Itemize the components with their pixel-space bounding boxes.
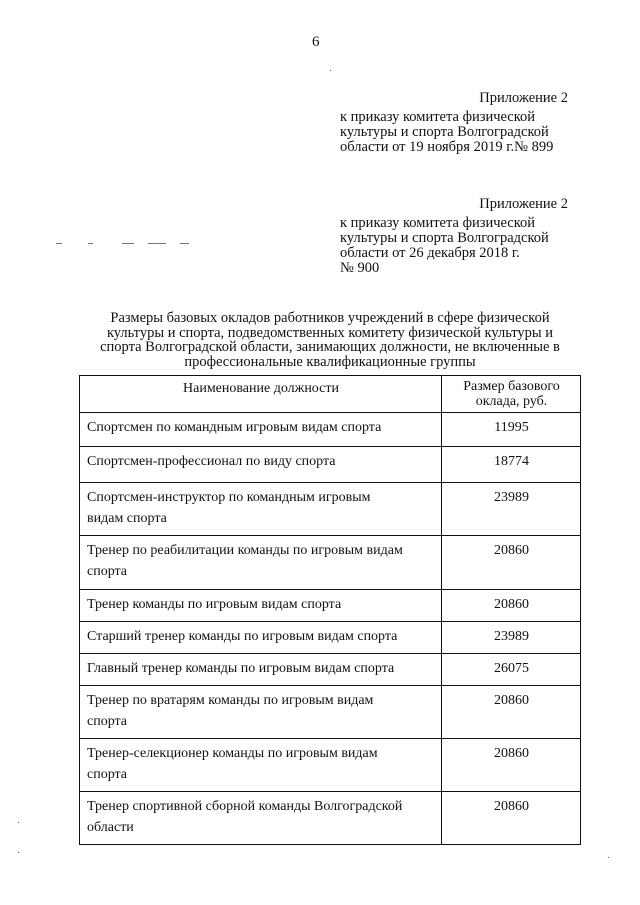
appendix-line: № 900	[340, 260, 380, 276]
appendix-line: области от 26 декабря 2018 г.	[340, 245, 520, 261]
position-name-line: Тренер команды по игровым видам спорта	[87, 597, 342, 612]
table-row	[80, 590, 581, 622]
salary-value-cell: 20860	[442, 686, 581, 739]
appendix-note-2019	[340, 91, 580, 155]
salary-value-cell: 23989	[442, 483, 581, 536]
document-heading	[80, 311, 580, 369]
header-line: Размер базового	[463, 379, 560, 394]
position-name-cell	[80, 739, 442, 792]
column-header-salary	[442, 376, 581, 413]
position-name-cell	[80, 536, 442, 590]
position-name-line: Спортсмен по командным игровым видам спорта	[87, 420, 382, 435]
table-row	[80, 447, 581, 483]
scan-artifact	[122, 243, 134, 244]
position-name-line: видам спорта	[87, 511, 167, 526]
scan-speck	[18, 852, 19, 853]
position-name-line: Тренер по вратарям команды по игровым видам	[87, 693, 374, 708]
position-name-line: Тренер по реабилитации команды по игровым видам	[87, 543, 403, 558]
position-name-line: спорта	[87, 767, 128, 782]
scan-speck	[18, 822, 19, 823]
appendix-title: Приложение 2	[479, 196, 568, 212]
position-name-cell	[80, 622, 442, 654]
appendix-line: к приказу комитета физической	[340, 215, 536, 231]
heading-line: спорта Волгоградской области, занимающих должности, не включенные в	[100, 339, 560, 355]
scan-artifact	[56, 243, 62, 244]
position-name-line: Главный тренер команды по игровым видам спорта	[87, 661, 395, 676]
heading-line: культуры и спорта, подведомственных комитету физической культуры и	[106, 324, 554, 341]
scan-speck	[330, 70, 331, 71]
table-row	[80, 413, 581, 447]
position-name-line: Спортсмен-инструктор по командным игровым	[87, 490, 371, 505]
position-name-cell	[80, 654, 442, 686]
position-name-line: Тренер спортивной сборной команды Волгоградской	[87, 799, 403, 814]
salary-value-cell: 20860	[442, 792, 581, 845]
table-row	[80, 654, 581, 686]
salary-value-cell: 26075	[442, 654, 581, 686]
position-name-line: Спортсмен-профессионал по виду спорта	[87, 454, 336, 469]
table-row	[80, 622, 581, 654]
appendix-line: культуры и спорта Волгоградской	[340, 230, 549, 246]
column-header-position: Наименование должности	[80, 376, 442, 413]
appendix-note-2018	[340, 197, 580, 276]
position-name-line: спорта	[87, 564, 128, 579]
appendix-line: культуры и спорта Волгоградской	[340, 124, 549, 140]
scan-artifact	[148, 243, 166, 244]
appendix-line: к приказу комитета физической	[340, 109, 536, 125]
salary-value-cell: 23989	[442, 622, 581, 654]
position-name-line: Тренер-селекционер команды по игровым видам	[87, 746, 378, 761]
scan-artifact	[180, 243, 189, 244]
table-row	[80, 483, 581, 536]
table-row	[80, 686, 581, 739]
scan-artifact	[88, 243, 93, 244]
salary-value-cell: 11995	[442, 413, 581, 447]
position-name-cell	[80, 447, 442, 483]
position-name-cell	[80, 413, 442, 447]
position-name-line: области	[87, 820, 134, 835]
header-line: оклада, руб.	[475, 394, 548, 409]
position-name-cell	[80, 483, 442, 536]
position-name-line: спорта	[87, 714, 128, 729]
position-name-cell	[80, 686, 442, 739]
table-header-row	[80, 376, 581, 413]
heading-line: Размеры базовых окладов работников учреждений в сфере физической	[110, 310, 550, 326]
appendix-title: Приложение 2	[479, 90, 568, 106]
table-row	[80, 792, 581, 845]
table-row	[80, 739, 581, 792]
salary-value-cell: 20860	[442, 536, 581, 590]
page-number: 6	[312, 34, 320, 50]
appendix-line: области от 19 ноября 2019 г.№ 899	[340, 139, 554, 155]
table-body	[80, 413, 581, 845]
heading-line: профессиональные квалификационные группы	[184, 353, 476, 370]
scan-speck	[608, 857, 609, 858]
salary-value-cell: 20860	[442, 739, 581, 792]
salary-value-cell: 18774	[442, 447, 581, 483]
position-name-cell	[80, 792, 442, 845]
salary-table	[79, 375, 581, 845]
position-name-line: Старший тренер команды по игровым видам спорта	[87, 629, 398, 644]
salary-value-cell: 20860	[442, 590, 581, 622]
position-name-cell	[80, 590, 442, 622]
table-row	[80, 536, 581, 590]
